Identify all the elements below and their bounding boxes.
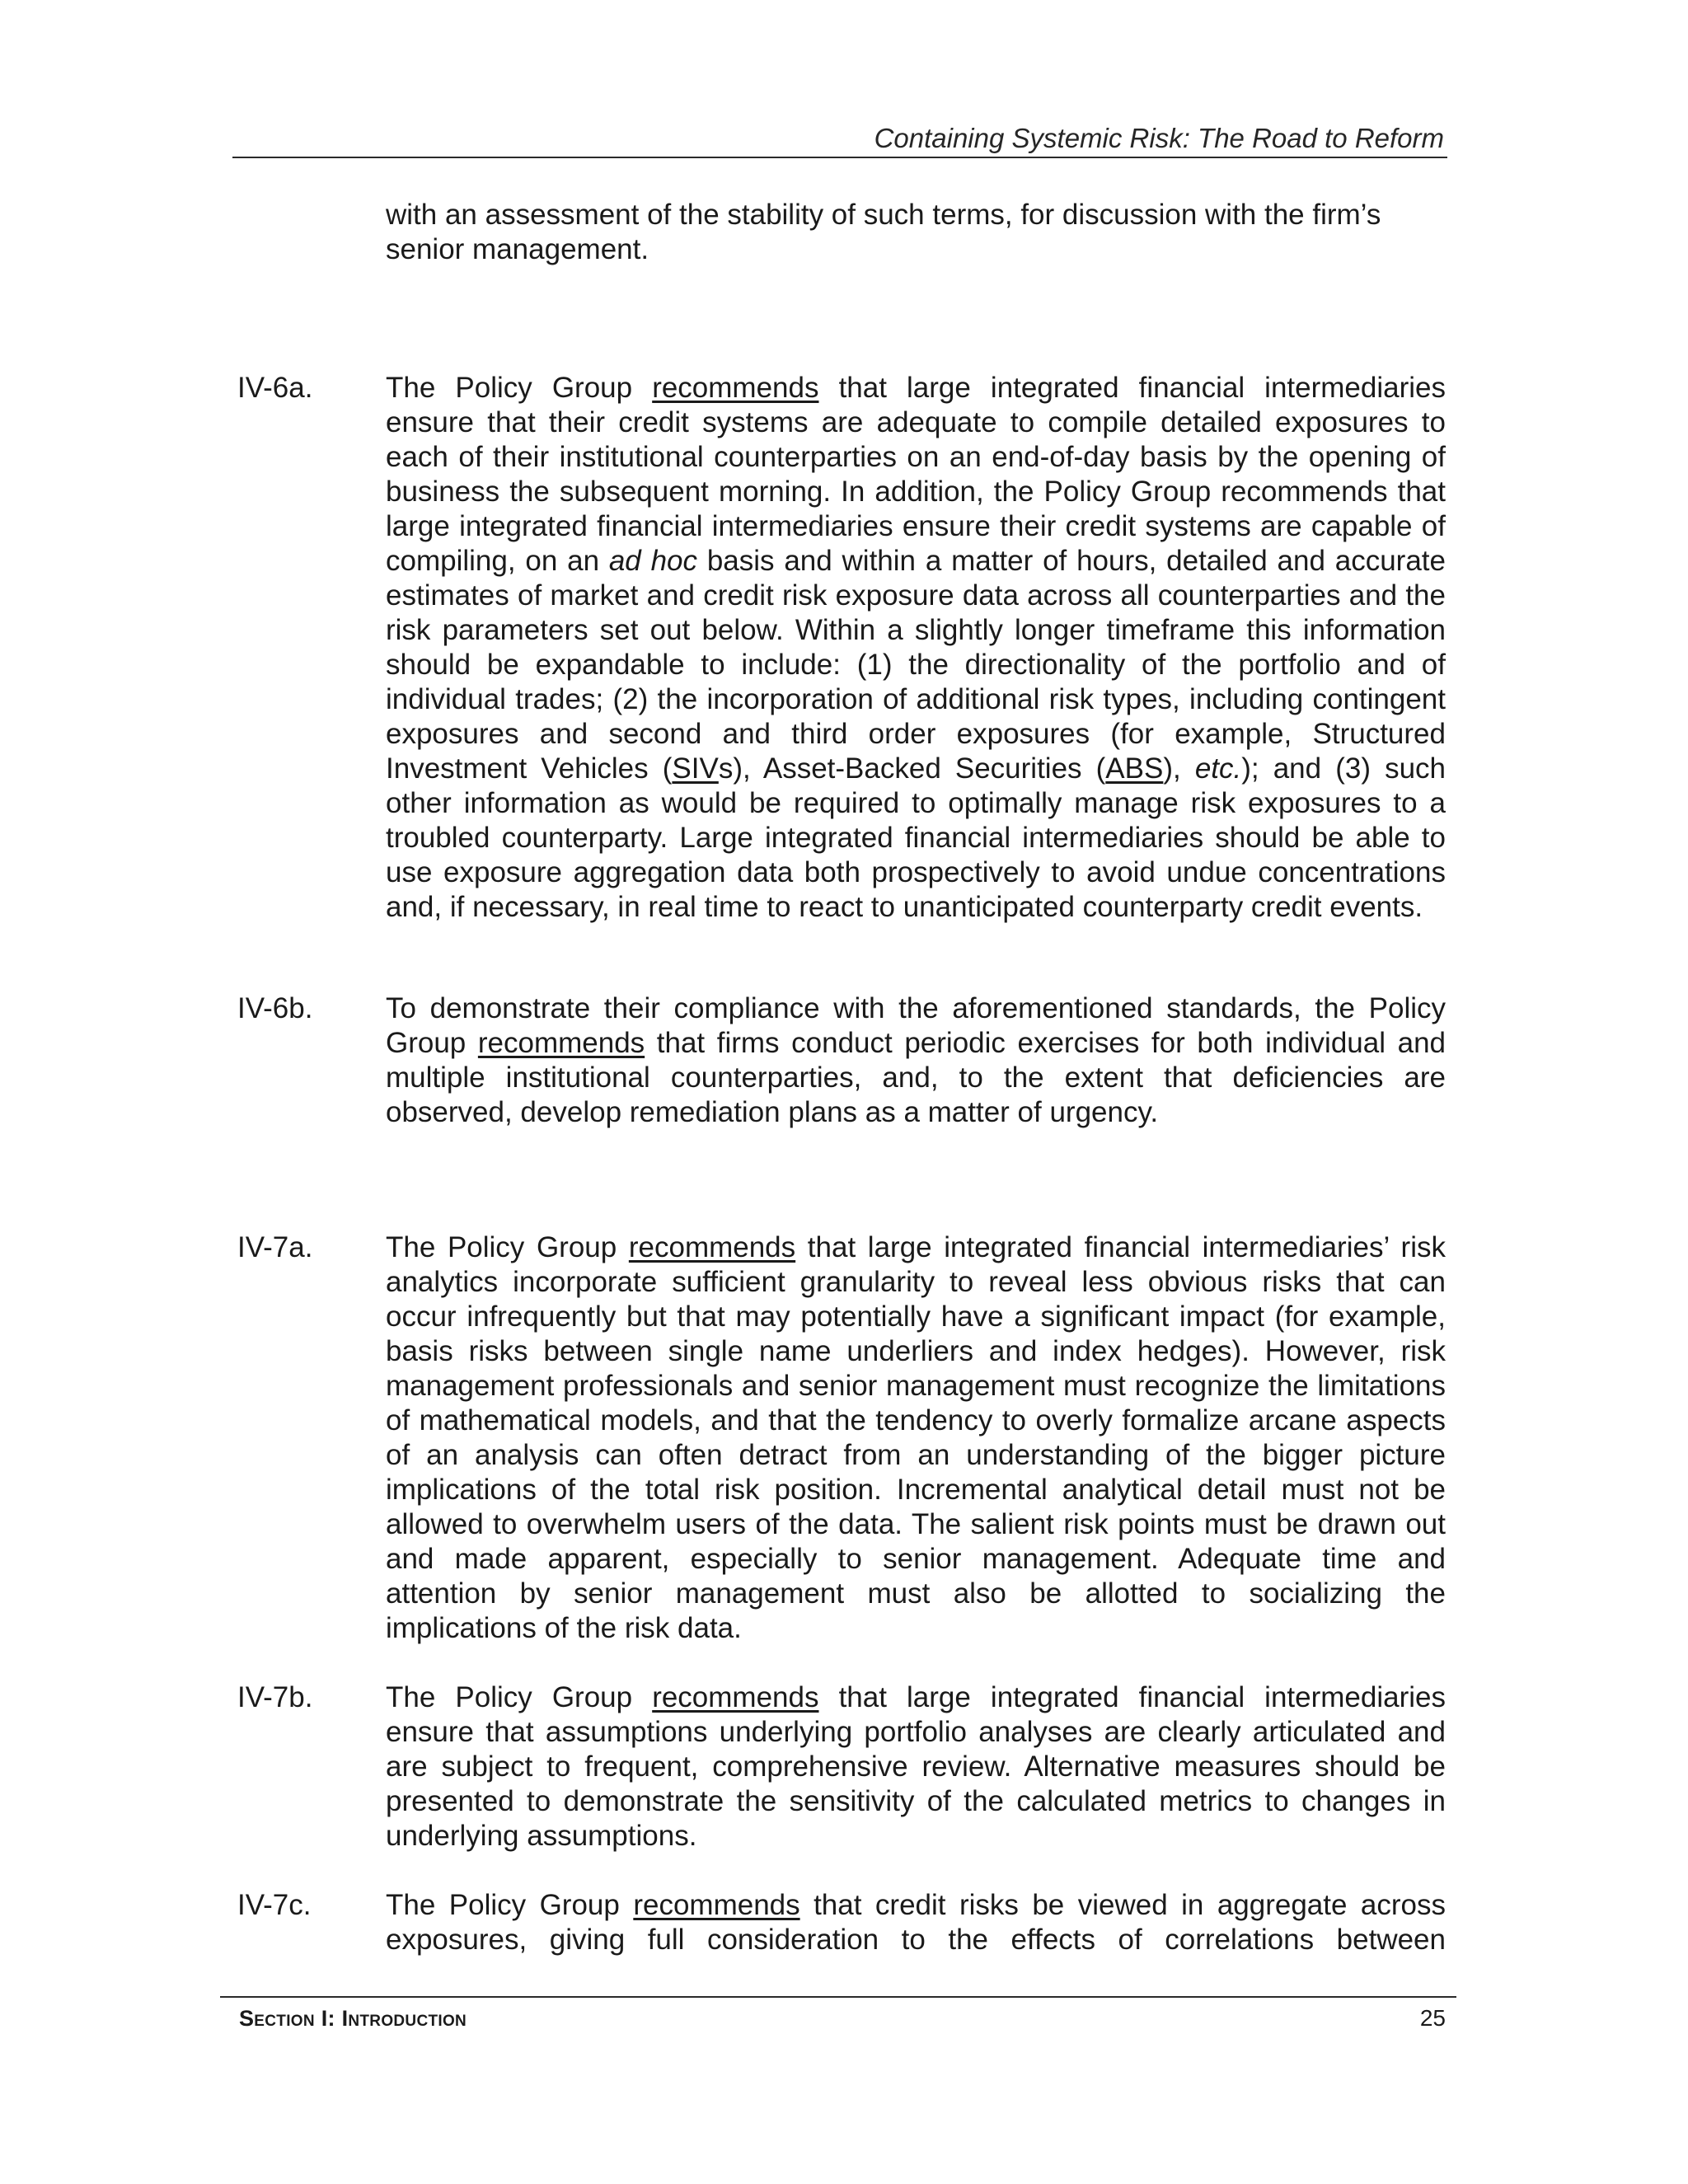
recommendation-text: To demonstrate their compliance with the aforementioned standards, the Policy Group recommends that firms conduct periodic exercises for both individual and multiple institutional counterparties, and, to the extent that deficiencies are observed, develop remediation plans as a matter of urgency.: [386, 992, 1446, 1128]
recommendation-text: The Policy Group recommends that credit risks be viewed in aggregate across exposures, giving full consideration to the effects of correlations between: [386, 1889, 1447, 1956]
page-header: [232, 120, 1447, 158]
recommendation-label: IV-6a.: [237, 372, 313, 404]
abs-abbreviation: ABS: [1105, 752, 1164, 785]
running-title: Containing Systemic Risk: The Road to Reform: [874, 123, 1444, 153]
recommendation-label: IV-7a.: [237, 1231, 313, 1263]
recommendation-label: IV-7c.: [237, 1889, 312, 1921]
siv-abbreviation: SIV: [672, 752, 719, 785]
recommends-emphasis: recommends: [652, 372, 819, 404]
recommendation-text: The Policy Group recommends that large integrated financial intermediaries ensure that assumptions underlying portfolio analyses are clearly articulated and are subject to frequent, comprehensive review. Alternative measures should be presented to demonstrate the sensitivity of the calculated metrics to changes in underlying assumptions.: [386, 1681, 1446, 1852]
ad-hoc-emphasis: ad hoc: [608, 545, 698, 577]
recommends-emphasis: recommends: [477, 1027, 645, 1059]
recommendation-text: The Policy Group recommends that large integrated financial intermediaries’ risk analytics incorporate sufficient granularity to reveal less obvious risks that can occur infrequently but that may potentially have a significant impact (for example, basis risks between single name underliers and index hedges). However, risk management professionals and senior management must recognize the limitations of mathematical models, and that the tendency to overly formalize arcane aspects of an analysis can often detract from an understanding of the bigger picture implications of the total risk position. Incremental analytical detail must not be allowed to overwhelm users of the data. The salient risk points must be drawn out and made apparent, especially to senior management. Adequate time and attention by senior management must also be allotted to socializing the implications of the risk data.: [386, 1231, 1446, 1644]
recommendation-label: IV-6b.: [237, 992, 313, 1024]
recommends-emphasis: recommends: [652, 1681, 819, 1713]
recommends-emphasis: recommends: [628, 1231, 796, 1263]
continued-paragraph: with an assessment of the stability of such terms, for discussion with the firm’s senior management.: [386, 199, 1381, 265]
recommendation-text: The Policy Group recommends that large integrated financial intermediaries ensure that their credit systems are adequate to compile detailed exposures to each of their institutional counterparties on an end-of-day basis by the opening of business the subsequent morning. In addition, the Policy Group recommends that large integrated financial intermediaries ensure their credit systems are capable of compiling, on an ad hoc basis and within a matter of hours, detailed and accurate estimates of market and credit risk exposure data across all counterparties and the risk parameters set out below. Within a slightly longer timeframe this information should be expandable to include: (1) the directionality of the portfolio and of individual trades; (2) the incorporation of additional risk types, including contingent exposures and second and third order exposures (for example, Structured Investment Vehicles (SIVs), Asset-Backed Securities (ABS), etc.); and (3) such other information as would be required to optimally manage risk exposures to a troubled counterparty. Large integrated financial intermediaries should be able to use exposure aggregation data both prospectively to avoid undue concentrations and, if necessary, in real time to react to unanticipated counterparty credit events.: [386, 372, 1447, 923]
footer-section-title: Section I: Introduction: [239, 2006, 467, 2031]
recommends-emphasis: recommends: [633, 1889, 800, 1921]
recommendation-label: IV-7b.: [237, 1681, 313, 1713]
page-number: 25: [1419, 2005, 1446, 2031]
footer-rule: [220, 1996, 1456, 1998]
etc-emphasis: etc.: [1194, 752, 1242, 785]
